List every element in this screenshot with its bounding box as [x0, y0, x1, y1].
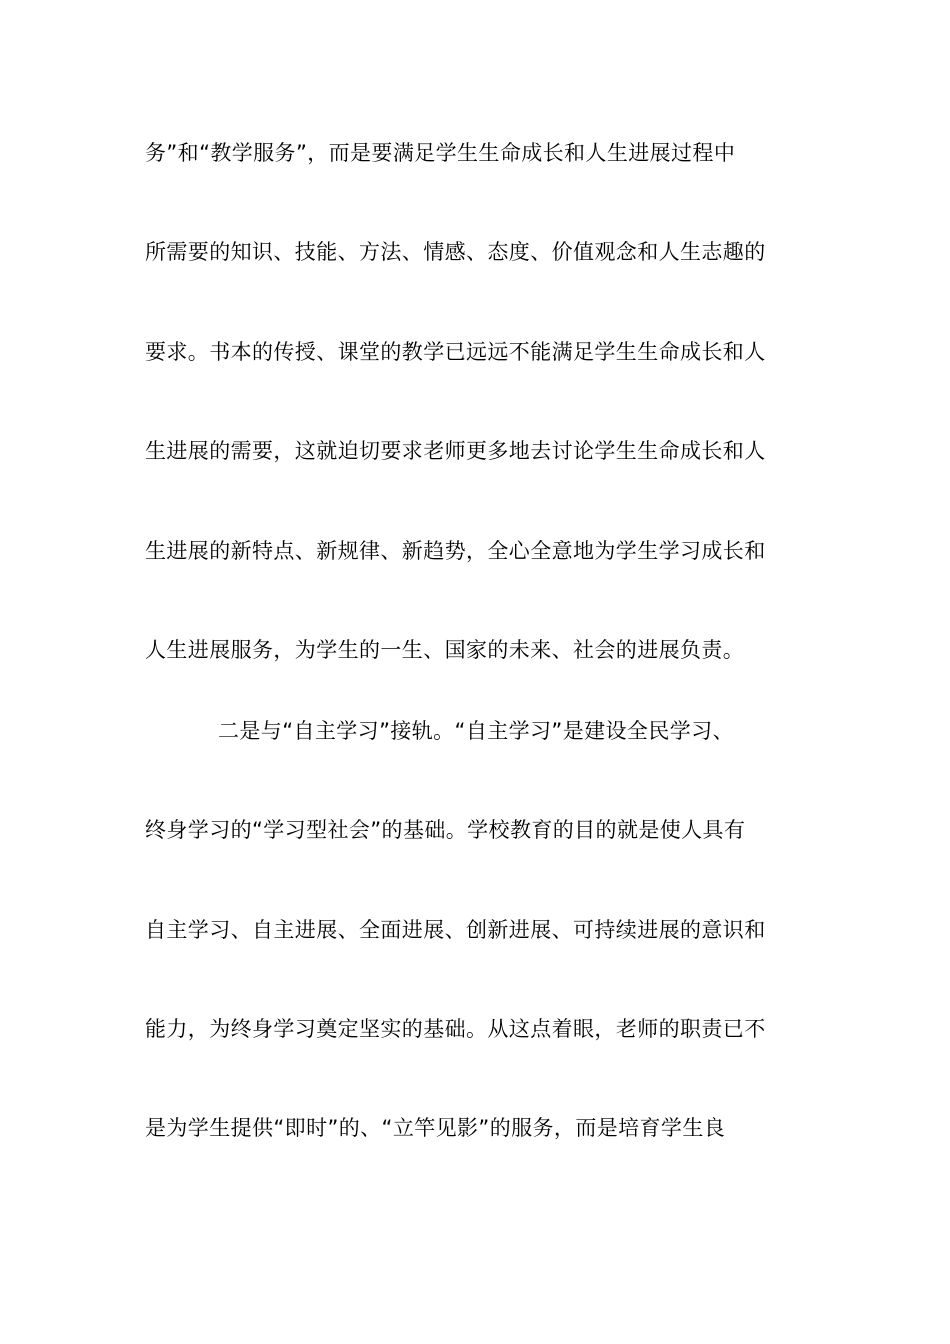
- text-line: 自主学习、自主进展、全面进展、创新进展、可持续进展的意识和: [145, 918, 766, 942]
- text-line: 生进展的新特点、新规律、新趋势，全心全意地为学生学习成长和: [145, 539, 766, 563]
- text-line: 二是与“自主学习”接轨。“自主学习”是建设全民学习、: [218, 719, 734, 743]
- text-line: 生进展的需要，这就迫切要求老师更多地去讨论学生生命成长和人: [145, 439, 766, 463]
- text-line: 人生进展服务，为学生的一生、国家的未来、社会的进展负责。: [145, 638, 745, 662]
- text-line: 要求。书本的传授、课堂的教学已远远不能满足学生生命成长和人: [145, 340, 766, 364]
- text-line: 所需要的知识、技能、方法、情感、态度、价值观念和人生志趣的: [145, 240, 766, 264]
- text-line: 能力，为终身学习奠定坚实的基础。从这点着眼，老师的职责已不: [145, 1017, 766, 1041]
- text-line: 是为学生提供“即时”的、“立竿见影”的服务，而是培育学生良: [145, 1116, 726, 1140]
- text-line: 终身学习的“学习型社会”的基础。学校教育的目的就是使人具有: [145, 818, 746, 842]
- text-line: 务”和“教学服务”，而是要满足学生生命成长和人生进展过程中: [145, 141, 736, 165]
